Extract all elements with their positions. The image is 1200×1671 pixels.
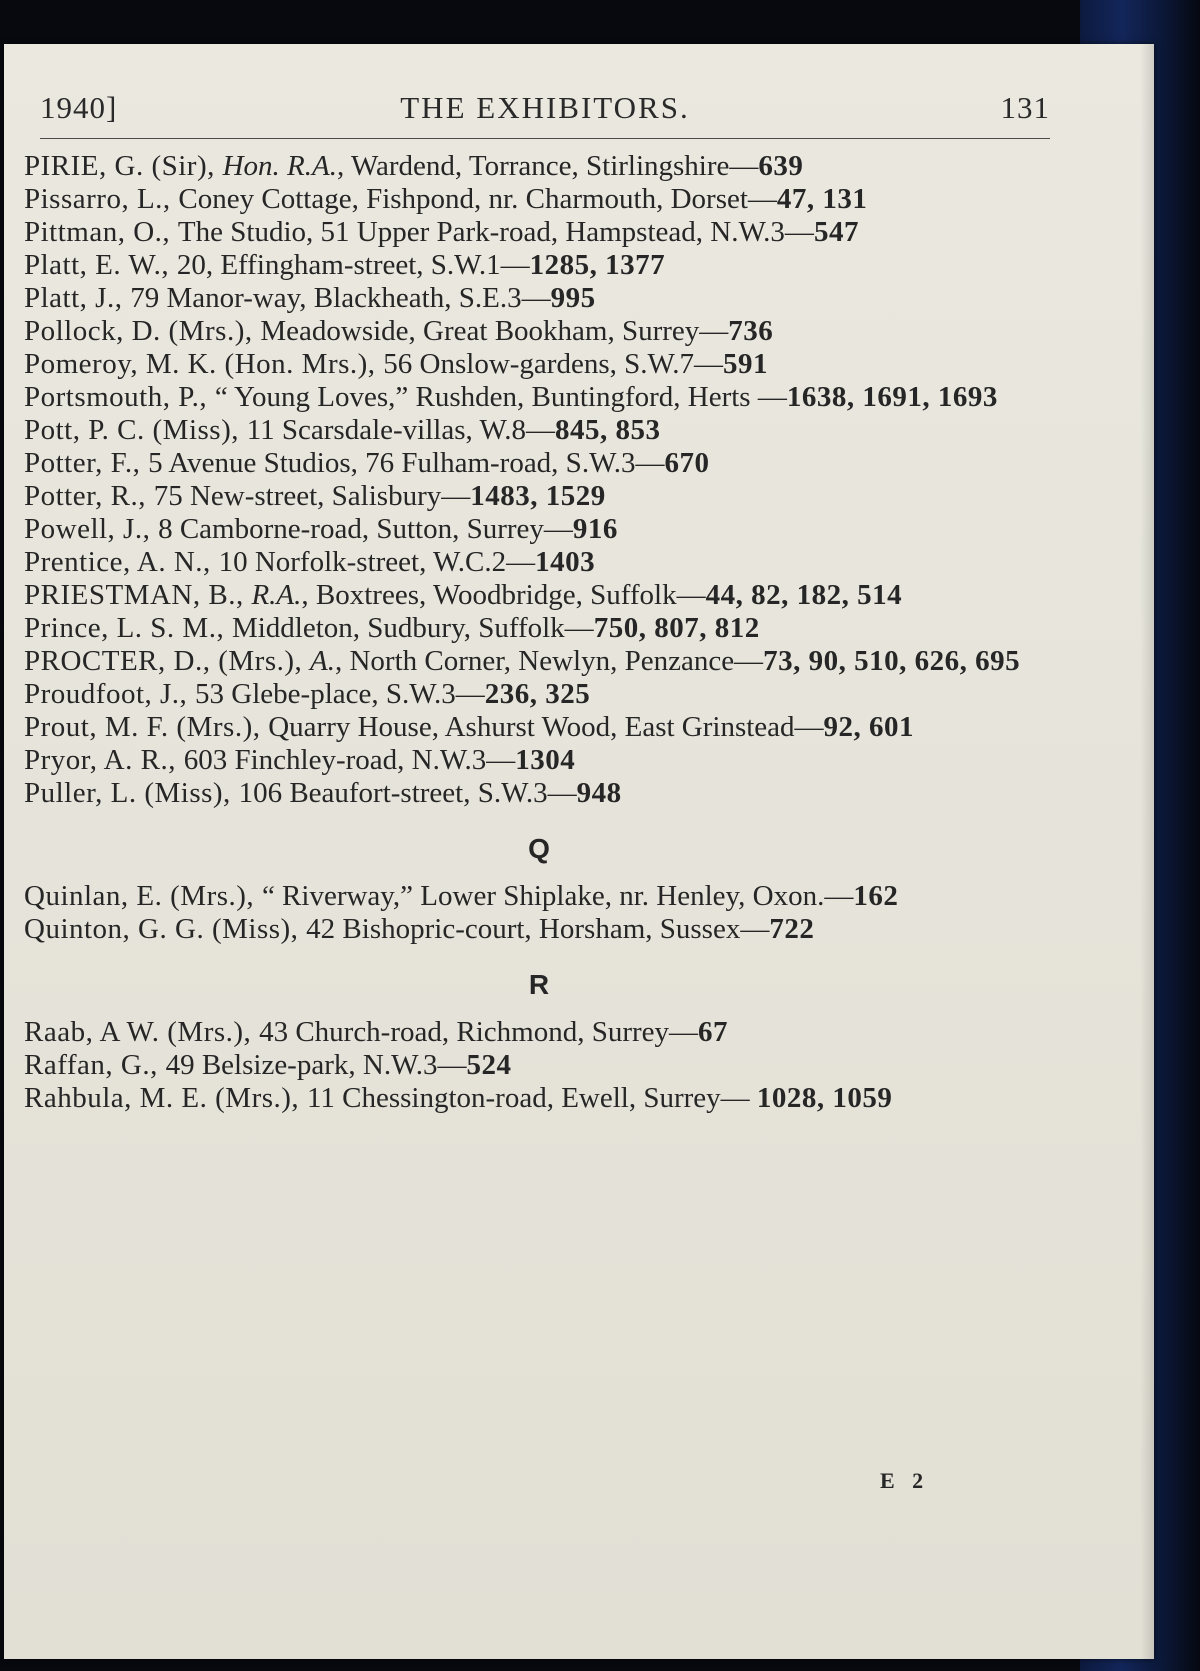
exhibit-numbers: 67 (698, 1016, 729, 1048)
exhibitor-name: Pittman, O., (24, 216, 178, 248)
exhibitor-entry (24, 150, 1054, 183)
header-title: THE EXHIBITORS. (400, 90, 690, 125)
exhibitor-entry (24, 913, 1054, 946)
exhibitor-address: Meadowside, Great Bookham, Surrey— (260, 315, 729, 347)
exhibit-numbers: 1403 (535, 546, 596, 578)
exhibitor-rank: R.A. (251, 579, 302, 611)
exhibitor-name: Pollock, D. (Mrs.), (24, 315, 261, 347)
exhibit-numbers: 236, 325 (484, 678, 591, 710)
exhibitor-entry (24, 315, 1054, 348)
exhibit-numbers: 591 (722, 348, 768, 380)
section-letter-q: Q (528, 833, 550, 864)
exhibit-numbers: 1304 (515, 744, 576, 776)
exhibitor-entry (24, 645, 1054, 678)
exhibitor-name: Quinton, G. G. (Miss), (24, 913, 307, 945)
exhibitor-address: 5 Avenue Studios, 76 Fulham-road, S.W.3— (148, 447, 665, 479)
exhibitor-address: 56 Onslow-gardens, S.W.7— (383, 348, 723, 380)
exhibit-numbers: 44, 82, 182, 514 (705, 579, 903, 611)
exhibit-numbers: 670 (664, 447, 710, 479)
exhibitor-name: Prince, L. S. M., (24, 612, 232, 644)
exhibit-numbers: 1483, 1529 (470, 480, 606, 512)
entries-group-r (24, 1016, 1054, 1115)
exhibitor-rank: Hon. R.A. (222, 150, 337, 182)
exhibitor-name: PRIESTMAN, B., (24, 579, 252, 611)
exhibitor-name: Potter, F., (24, 447, 149, 479)
exhibitor-name: Proudfoot, J., (24, 678, 196, 710)
exhibit-numbers: 1285, 1377 (529, 249, 666, 281)
section-letter-r: R (528, 969, 550, 1000)
exhibitor-name: Pissarro, L., (24, 183, 179, 215)
exhibitor-name: PROCTER, D., (Mrs.), (24, 645, 311, 677)
exhibitor-address: 10 Norfolk-street, W.C.2— (218, 546, 536, 578)
exhibitor-name: Quinlan, E. (Mrs.), (24, 880, 262, 912)
exhibit-numbers: 162 (853, 880, 899, 912)
exhibitor-address: “ Riverway,” Lower Shiplake, nr. Henley, Oxon.— (261, 880, 854, 912)
exhibitor-address: 11 Scarsdale-villas, W.8— (246, 414, 555, 446)
exhibit-numbers: 47, 131 (776, 183, 868, 215)
exhibitor-address: 49 Belsize-park, N.W.3— (165, 1049, 467, 1081)
exhibitor-address: The Studio, 51 Upper Park-road, Hampstead, N.W.3— (177, 216, 814, 248)
exhibitor-address: 42 Bishopric-court, Horsham, Sussex— (306, 913, 770, 945)
exhibit-numbers: 73, 90, 510, 626, 695 (763, 645, 1021, 677)
exhibitor-address: 20, Effingham-street, S.W.1— (176, 249, 530, 281)
exhibitor-name: Pott, P. C. (Miss), (24, 414, 247, 446)
exhibitor-entry (24, 1016, 1054, 1049)
exhibit-numbers: 948 (576, 777, 622, 809)
exhibitor-entry (24, 348, 1054, 381)
exhibitor-address: 8 Camborne-road, Sutton, Surrey— (158, 513, 573, 545)
exhibitor-address: 603 Finchley-road, N.W.3— (183, 744, 516, 776)
exhibitor-name: Portsmouth, P., (24, 381, 215, 413)
exhibitor-name: Pomeroy, M. K. (Hon. Mrs.), (24, 348, 384, 380)
exhibit-numbers: 736 (728, 315, 774, 347)
exhibitor-entry (24, 1082, 1054, 1115)
exhibitor-entry (24, 744, 1054, 777)
page-number: 131 (1000, 90, 1050, 125)
exhibitor-entry (24, 678, 1054, 711)
exhibitor-address: 106 Beaufort-street, S.W.3— (238, 777, 577, 809)
entries-group-p (24, 150, 1054, 810)
exhibitor-name: Platt, E. W., (24, 249, 177, 281)
exhibitor-entry (24, 880, 1054, 913)
exhibitor-address: , North Corner, Newlyn, Penzance— (334, 645, 764, 677)
entries-group-q (24, 880, 1054, 946)
exhibitor-address: , Boxtrees, Woodbridge, Suffolk— (301, 579, 706, 611)
exhibitor-address: 75 New-street, Salisbury— (153, 480, 471, 512)
exhibitor-entry (24, 216, 1054, 249)
signature-mark: E 2 (880, 1468, 930, 1493)
exhibitor-list (24, 150, 1054, 1115)
exhibitor-entry (24, 480, 1054, 513)
exhibit-numbers: 750, 807, 812 (593, 612, 760, 644)
exhibitor-entry (24, 1049, 1054, 1082)
exhibitor-entry (24, 447, 1054, 480)
exhibit-numbers: 845, 853 (554, 414, 661, 446)
exhibit-numbers: 639 (758, 150, 804, 182)
exhibitor-name: PIRIE, G. (Sir), (24, 150, 223, 182)
exhibitor-entry (24, 282, 1054, 315)
exhibitor-address: Middleton, Sudbury, Suffolk— (231, 612, 594, 644)
running-header (40, 90, 1050, 140)
exhibitor-address: Quarry House, Ashurst Wood, East Grinstead— (268, 711, 824, 743)
exhibitor-name: Puller, L. (Miss), (24, 777, 239, 809)
exhibitor-name: Raab, A W. (Mrs.), (24, 1016, 260, 1048)
exhibit-numbers: 916 (572, 513, 618, 545)
exhibitor-name: Pryor, A. R., (24, 744, 184, 776)
exhibitor-name: Potter, R., (24, 480, 154, 512)
exhibitor-name: Platt, J., (24, 282, 131, 314)
exhibit-numbers: 1028, 1059 (756, 1082, 893, 1114)
exhibitor-name: Powell, J., (24, 513, 159, 545)
exhibitor-address: 79 Manor-way, Blackheath, S.E.3— (130, 282, 551, 314)
exhibitor-entry (24, 546, 1054, 579)
exhibit-numbers: 995 (550, 282, 596, 314)
exhibitor-entry (24, 579, 1054, 612)
header-rule (40, 138, 1050, 139)
exhibitor-address: 11 Chessington-road, Ewell, Surrey— (306, 1082, 757, 1114)
page-edge-shadow (1140, 44, 1154, 1659)
exhibit-numbers: 524 (466, 1049, 512, 1081)
exhibitor-name: Prentice, A. N., (24, 546, 219, 578)
exhibitor-address: 43 Church-road, Richmond, Surrey— (259, 1016, 699, 1048)
exhibitor-entry (24, 777, 1054, 810)
exhibitor-entry (24, 711, 1054, 744)
exhibitor-entry (24, 612, 1054, 645)
exhibit-numbers: 92, 601 (823, 711, 915, 743)
exhibitor-address: 53 Glebe-place, S.W.3— (195, 678, 485, 710)
exhibitor-entry (24, 414, 1054, 447)
header-year: 1940] (40, 90, 118, 125)
exhibitor-rank: A. (310, 645, 335, 677)
exhibit-numbers: 1638, 1691, 1693 (786, 381, 998, 413)
exhibitor-entry (24, 513, 1054, 546)
exhibit-numbers: 547 (813, 216, 859, 248)
exhibit-numbers: 722 (769, 913, 815, 945)
exhibitor-entry (24, 249, 1054, 282)
exhibitor-entry (24, 183, 1054, 216)
exhibitor-entry (24, 381, 1054, 414)
exhibitor-name: Rahbula, M. E. (Mrs.), (24, 1082, 307, 1114)
exhibitor-address: “ Young Loves,” Rushden, Buntingford, Herts — (214, 381, 787, 413)
exhibitor-name: Prout, M. F. (Mrs.), (24, 711, 269, 743)
exhibitor-address: , Wardend, Torrance, Stirlingshire— (336, 150, 759, 182)
exhibitor-address: Coney Cottage, Fishpond, nr. Charmouth, Dorset— (178, 183, 777, 215)
exhibitor-name: Raffan, G., (24, 1049, 166, 1081)
